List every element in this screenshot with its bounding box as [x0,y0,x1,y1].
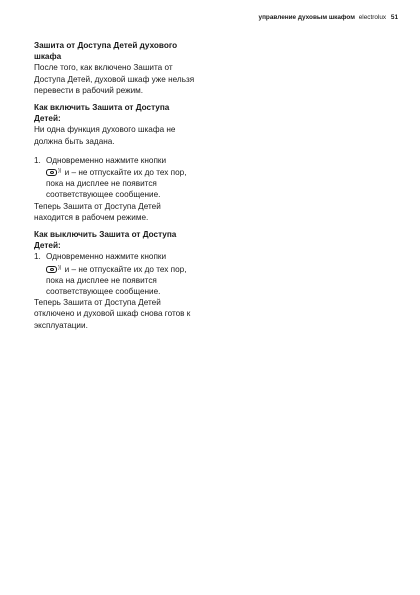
step-line-2: не отпускайте их до тех пор, пока на дисплее не появится соответствующее сообщение. [46,264,187,297]
child-lock-key-icon [46,266,57,273]
step-line-1: Одновременно нажмите кнопки [46,252,167,262]
enable-step-1 [34,155,196,201]
step-conjunction: и [64,168,70,178]
minus-key-symbol: – [71,168,77,178]
minus-key-symbol: – [71,264,77,274]
enable-child-lock-intro: Ни одна функция духового шкафа не должна быть задана. [34,125,176,146]
step-number: 1. [34,155,41,165]
child-lock-heading: Зашита от Доступа Детей духового шкафа [34,41,178,62]
step-number: 1. [34,252,41,262]
step-conjunction: и [64,264,70,274]
child-lock-description: После того, как включено Зашита от Доступа Детей, духовой шкаф уже нельзя перевести в рабочий режим. [34,63,195,95]
main-column [34,40,196,331]
disable-result: Теперь Зашита от Доступа Детей отключено и духовой шкаф снова готов к эксплуатации. [34,298,191,330]
header-section-title: управление духовым шкафом [258,14,355,21]
header-brand: electrolux [358,14,387,21]
page-header [259,14,398,22]
page-number: 51 [390,14,398,21]
step-text [46,155,196,201]
key-icon-mark: )) [58,168,62,175]
enable-result: Теперь Зашита от Доступа Детей находится в рабочем режиме. [34,201,161,222]
disable-child-lock-heading: Как выключить Зашита от Доступа Детей: [34,230,177,251]
key-icon-mark: )) [58,264,62,271]
disable-step-1 [34,251,196,297]
enable-child-lock-heading: Как включить Зашита от Доступа Детей: [34,103,170,124]
child-lock-key-icon [46,169,57,176]
step-line-2: не отпускайте их до тех пор, пока на дисплее не появится соответствующее сообщение. [46,168,187,200]
step-line-1: Одновременно нажмите кнопки [46,155,167,165]
step-text [46,251,196,297]
